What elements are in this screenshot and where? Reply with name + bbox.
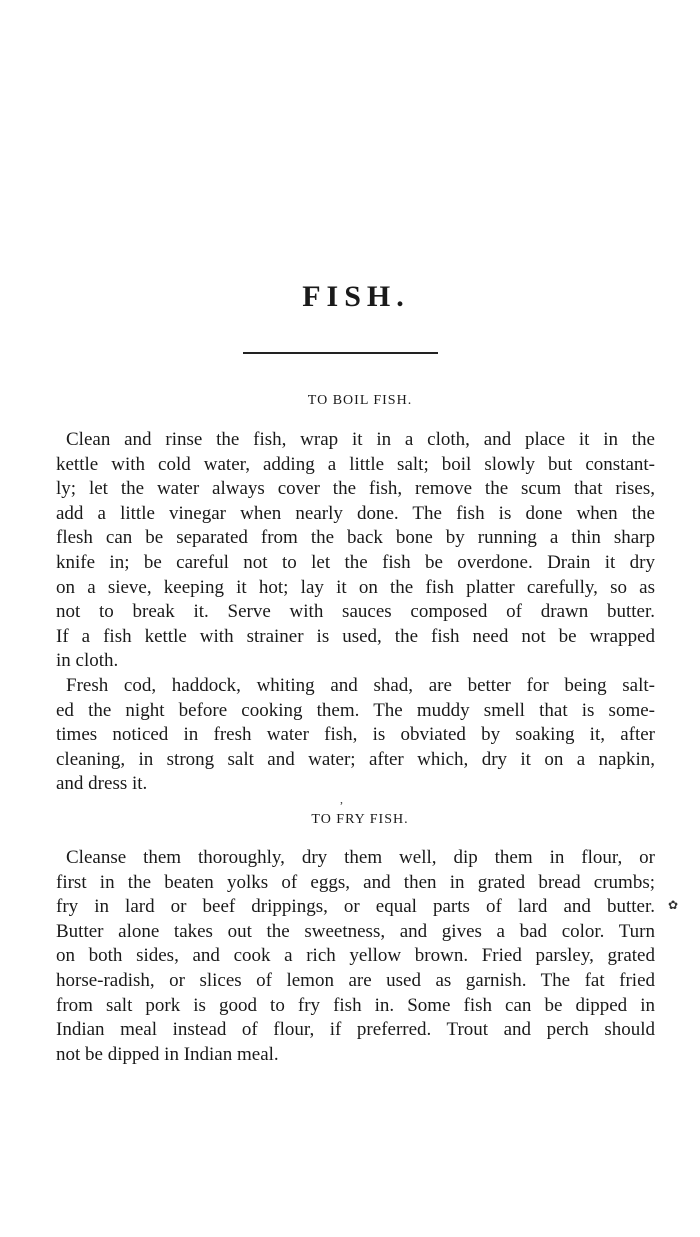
paragraph-boil-1 — [56, 428, 655, 674]
text-line: kettle with cold water, adding a little salt; boil slowly but constant- — [56, 453, 655, 475]
paragraph-boil-2 — [56, 674, 655, 797]
text-line: first in the beaten yolks of eggs, and then in grated bread crumbs; — [56, 871, 655, 893]
text-line: If a fish kettle with strainer is used, the fish need not be wrapped — [56, 625, 655, 647]
section-heading-boil: TO BOIL FISH. — [307, 393, 413, 408]
text-line: times noticed in fresh water fish, is obviated by soaking it, after — [56, 724, 655, 746]
ink-speck: , — [340, 792, 343, 806]
text-line: on both sides, and cook a rich yellow brown. Fried parsley, grated — [56, 945, 655, 967]
text-line: from salt pork is good to fry fish in. Some fish can be dipped in — [56, 994, 655, 1016]
ink-blot: ✿ — [668, 898, 679, 912]
title-divider — [243, 352, 438, 354]
text-line: Clean and rinse the fish, wrap it in a cloth, and place it in the — [66, 429, 655, 450]
text-line: cleaning, in strong salt and water; after which, dry it on a napkin, — [56, 748, 655, 770]
paragraph-fry-1 — [56, 846, 655, 1067]
text-line: Indian meal instead of flour, if preferred. Trout and perch should — [56, 1019, 655, 1041]
text-line: add a little vinegar when nearly done. The fish is done when the — [56, 502, 655, 524]
section-heading-fry: TO FRY FISH. — [311, 812, 409, 827]
text-line: and dress it. — [56, 773, 148, 795]
text-line: knife in; be careful not to let the fish be overdone. Drain it dry — [56, 551, 655, 573]
text-line: ed the night before cooking them. The muddy smell that is some- — [56, 699, 655, 721]
page-title: FISH. — [302, 280, 410, 313]
text-line: in cloth. — [56, 650, 119, 672]
text-line: ly; let the water always cover the fish, remove the scum that rises, — [56, 478, 655, 500]
text-line: on a sieve, keeping it hot; lay it on the fish platter carefully, so as — [56, 576, 655, 598]
text-line: not to break it. Serve with sauces composed of drawn butter. — [56, 601, 655, 623]
text-line: flesh can be separated from the back bone by running a thin sharp — [56, 527, 655, 549]
text-line: Butter alone takes out the sweetness, and gives a bad color. Turn — [56, 920, 655, 942]
text-line: Cleanse them thoroughly, dry them well, dip them in flour, or — [66, 847, 655, 868]
text-line: fry in lard or beef drippings, or equal parts of lard and butter. — [56, 896, 655, 918]
text-line: not be dipped in Indian meal. — [56, 1043, 279, 1065]
text-line: horse-radish, or slices of lemon are used as garnish. The fat fried — [56, 969, 655, 991]
text-line: Fresh cod, haddock, whiting and shad, are better for being salt- — [66, 675, 655, 696]
